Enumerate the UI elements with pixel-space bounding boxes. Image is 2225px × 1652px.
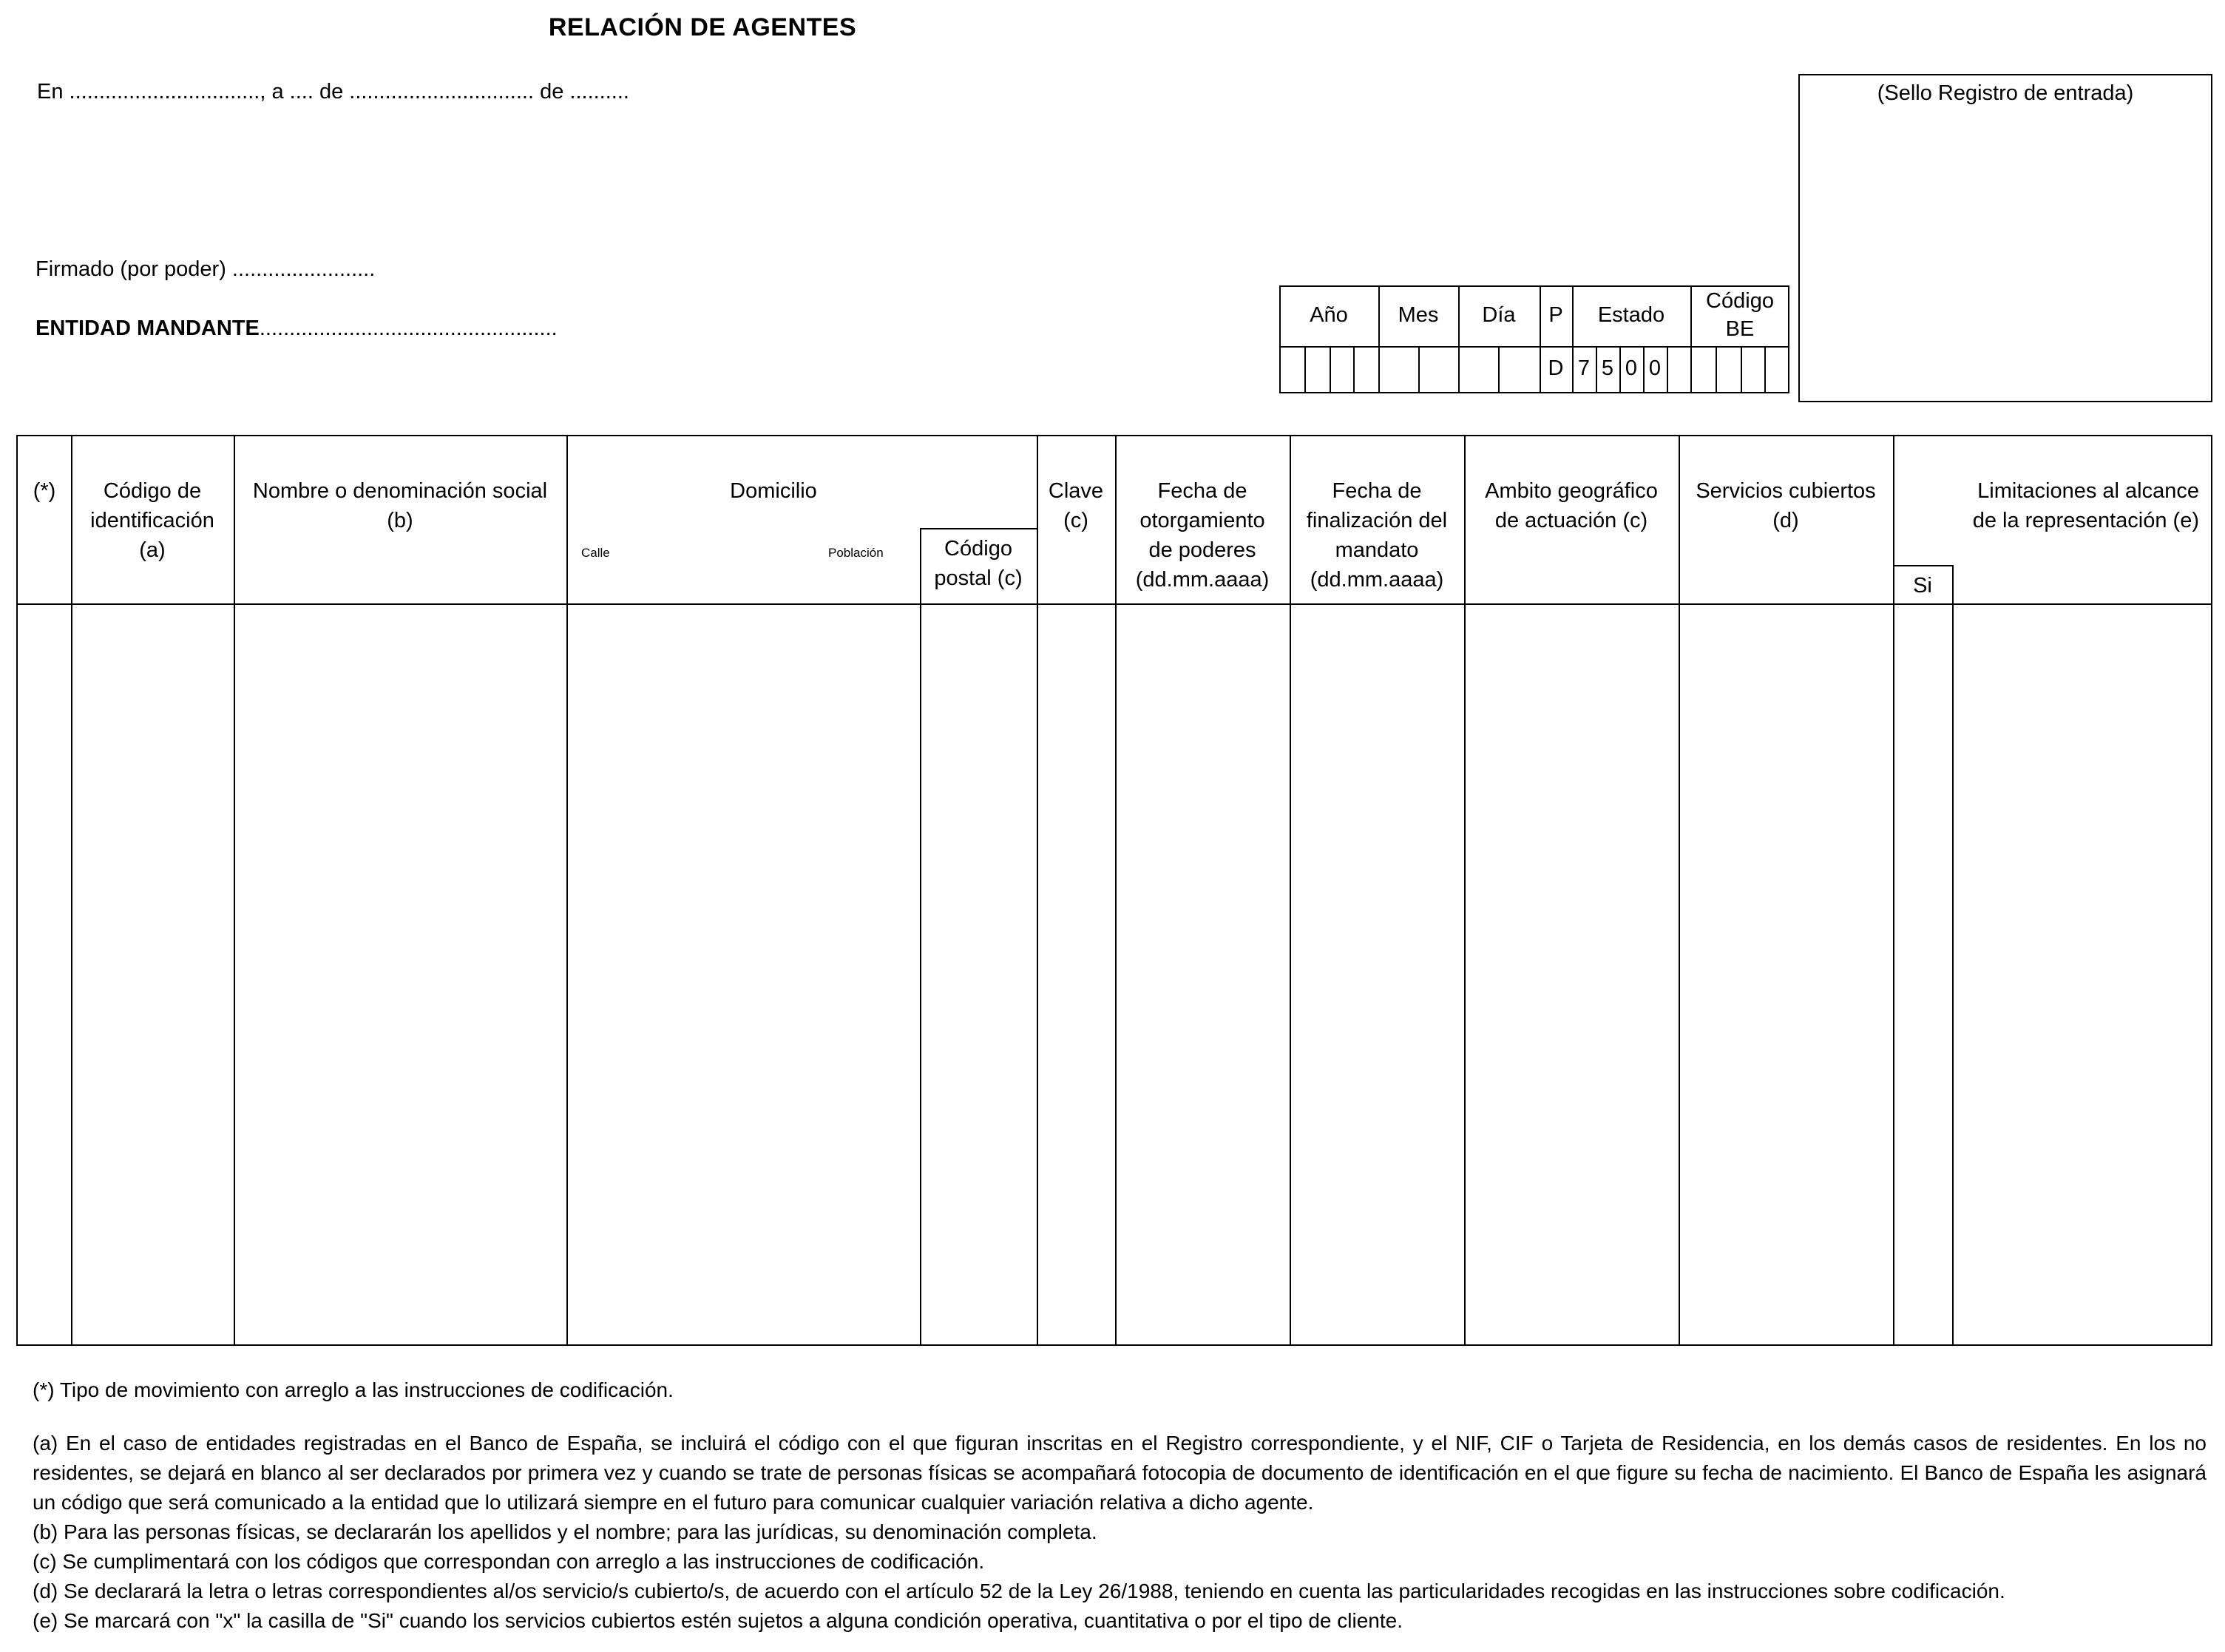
col-header-domicilio: Domicilio bbox=[730, 479, 817, 503]
col-header-ambito-line: de actuación (c) bbox=[1494, 509, 1648, 532]
col-header-finalizacion-line: finalización del bbox=[1306, 509, 1448, 532]
col-header-postal-line: Código bbox=[944, 537, 1012, 561]
sello-label: (Sello Registro de entrada) bbox=[1877, 81, 2134, 105]
col-header-nombre bbox=[234, 476, 566, 535]
entidad-dots: .................................................. bbox=[259, 316, 558, 340]
col-header-nombre-line: Nombre o denominación social bbox=[252, 479, 548, 503]
col-header-finalizacion-line: mandato bbox=[1335, 538, 1419, 562]
col-header-finalizacion bbox=[1290, 476, 1464, 595]
grid-label-mes: Mes bbox=[1398, 303, 1439, 327]
note-b: (b) Para las personas físicas, se declararán los apellidos y el nombre; para las jurídicas, su denominación completa. bbox=[33, 1520, 1097, 1543]
signed-line: Firmado (por poder) ........................ bbox=[35, 257, 376, 281]
col-header-otorgamiento-line: (dd.mm.aaaa) bbox=[1135, 568, 1270, 592]
grid-label-codigo-be: Código BE bbox=[1706, 289, 1774, 341]
col-header-movimiento: (*) bbox=[33, 479, 56, 503]
col-header-otorgamiento-line: de poderes bbox=[1148, 538, 1256, 562]
col-header-postal-line: postal (c) bbox=[934, 566, 1023, 590]
grid-label-estado: Estado bbox=[1597, 303, 1665, 327]
note-e: (e) Se marcará con "x" la casilla de "Si" cuando los servicios cubiertos estén sujetos a alguna condición operativa, cuantitativa o por el tipo de cliente. bbox=[33, 1609, 1403, 1632]
col-header-si: Si bbox=[1913, 574, 1932, 598]
agents-table bbox=[16, 435, 2212, 1346]
col-header-servicios-line: (d) bbox=[1772, 509, 1799, 532]
col-header-codigo-line: identificación bbox=[90, 509, 214, 532]
col-header-servicios bbox=[1679, 476, 1893, 535]
col-header-otorgamiento-line: Fecha de bbox=[1157, 479, 1247, 503]
col-subheader-calle: Calle bbox=[581, 546, 610, 560]
col-header-nombre-line: (b) bbox=[387, 509, 413, 532]
grid-label-p: P bbox=[1548, 303, 1563, 327]
grid-digit: 7 bbox=[1577, 356, 1591, 380]
col-header-limitaciones-line: de la representación (e) bbox=[1972, 509, 2199, 532]
grid-digit: 5 bbox=[1601, 356, 1614, 380]
col-header-limitaciones bbox=[1893, 476, 2211, 535]
grid-digit: D bbox=[1548, 356, 1564, 380]
col-header-otorgamiento-line: otorgamiento bbox=[1139, 509, 1265, 532]
col-header-ambito-line: Ambito geográfico bbox=[1485, 479, 1658, 503]
footnotes bbox=[33, 1375, 2207, 1636]
col-header-ambito bbox=[1464, 476, 1679, 535]
col-header-otorgamiento bbox=[1115, 476, 1290, 595]
code-grid bbox=[1279, 285, 1789, 393]
col-header-codigo-line: Código de bbox=[103, 479, 202, 503]
grid-digit: 0 bbox=[1625, 356, 1638, 380]
grid-label-ano: Año bbox=[1310, 303, 1348, 327]
col-header-servicios-line: Servicios cubiertos bbox=[1696, 479, 1876, 503]
col-header-clave-line: (c) bbox=[1063, 509, 1088, 532]
note-d: (d) Se declarará la letra o letras correspondientes al/os servicio/s cubierto/s, de acuerdo con el artículo 52 de la Ley 26/1988, teniendo en cuenta las particularidades recogidas en las instrucciones sobre codificación. bbox=[33, 1580, 2005, 1602]
col-subheader-poblacion: Población bbox=[828, 546, 884, 560]
col-header-finalizacion-line: Fecha de bbox=[1332, 479, 1422, 503]
sello-registro-box bbox=[1798, 74, 2212, 402]
col-header-postal bbox=[920, 534, 1037, 593]
col-header-codigo-line: (a) bbox=[139, 538, 166, 562]
col-header-codigo bbox=[71, 476, 234, 565]
grid-digit: 0 bbox=[1648, 356, 1662, 380]
grid-label-dia: Día bbox=[1482, 303, 1516, 327]
col-header-finalizacion-line: (dd.mm.aaaa) bbox=[1310, 568, 1444, 592]
date-line: En ................................, a .... de ............................... de .......... bbox=[37, 80, 629, 104]
entidad-mandante-line bbox=[35, 316, 558, 341]
entidad-label: ENTIDAD MANDANTE bbox=[35, 316, 260, 340]
page-title: RELACIÓN DE AGENTES bbox=[548, 13, 857, 41]
note-a: (a) En el caso de entidades registradas en el Banco de España, se incluirá el código con el que figuran inscritas en el Registro correspondiente, y el NIF, CIF o Tarjeta de Residencia, en los demás casos de residentes. En los no residentes, se dejará en blanco al ser declarados por primera vez y cuando se trate de personas físicas se acompañará fotocopia de documento de identificación en el que figure su fecha de nacimiento. El Banco de España les asignará un código que será comunicado a la entidad que lo utilizará siempre en el futuro para comunicar cualquier variación relativa a dicho agente. bbox=[33, 1432, 2207, 1514]
note-star: (*) Tipo de movimiento con arreglo a las instrucciones de codificación. bbox=[33, 1378, 674, 1401]
col-header-clave-line: Clave bbox=[1048, 479, 1104, 503]
col-header-limitaciones-line: Limitaciones al alcance bbox=[1977, 479, 2199, 503]
note-c: (c) Se cumplimentará con los códigos que correspondan con arreglo a las instrucciones de codificación. bbox=[33, 1550, 985, 1573]
col-header-clave bbox=[1037, 476, 1115, 535]
